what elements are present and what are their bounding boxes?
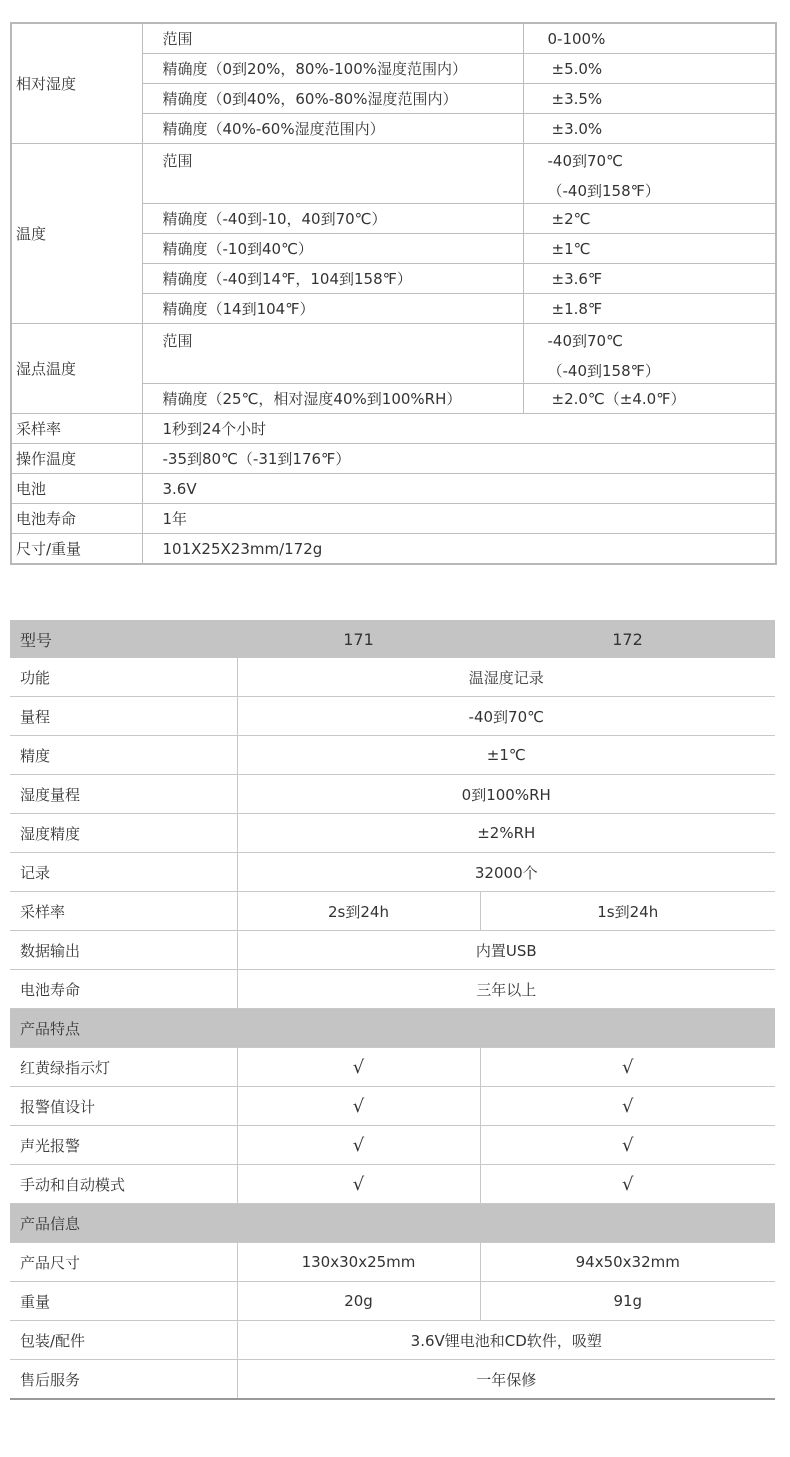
row-label: 电池	[11, 474, 142, 504]
spec-value: ±1℃	[523, 234, 776, 264]
check-icon: √	[237, 1165, 480, 1204]
group-label: 温度	[11, 144, 142, 324]
check-icon: √	[237, 1126, 480, 1165]
row-label: 报警值设计	[10, 1087, 237, 1126]
spec-table	[10, 22, 777, 565]
spec-item: 精确度（-10到40℃）	[142, 234, 523, 264]
spec-item: 范围	[142, 144, 523, 204]
table-row	[11, 504, 776, 534]
row-label: 数据输出	[10, 931, 237, 970]
row-label: 电池寿命	[10, 970, 237, 1009]
row-label: 红黄绿指示灯	[10, 1048, 237, 1087]
check-icon: √	[480, 1126, 775, 1165]
row-label: 包装/配件	[10, 1321, 237, 1360]
row-value: -35到80℃（-31到176℉）	[142, 444, 776, 474]
row-value: -40到70℃	[237, 697, 775, 736]
spec-value: ±2℃	[523, 204, 776, 234]
spec-value: ±2.0℃（±4.0℉）	[523, 384, 776, 414]
table-row	[11, 474, 776, 504]
row-value: ±2%RH	[237, 814, 775, 853]
row-value: 一年保修	[237, 1360, 775, 1400]
spec-item: 范围	[142, 23, 523, 54]
compare-table	[10, 620, 775, 1400]
table-row	[10, 1165, 775, 1204]
row-value-b: 94x50x32mm	[480, 1243, 775, 1282]
section-header-row	[10, 1204, 775, 1243]
table-row	[10, 1126, 775, 1165]
spec-item: 精确度（0到40%，60%-80%湿度范围内）	[142, 84, 523, 114]
row-value: 101X25X23mm/172g	[142, 534, 776, 565]
table-row	[10, 658, 775, 697]
table-row	[10, 814, 775, 853]
row-label: 重量	[10, 1282, 237, 1321]
table-row	[11, 414, 776, 444]
row-value: 温湿度记录	[237, 658, 775, 697]
spec-value-line1: -40到70℃	[547, 152, 623, 170]
table-row	[10, 970, 775, 1009]
table-row	[10, 1360, 775, 1400]
spec-item: 精确度（25℃，相对湿度40%到100%RH）	[142, 384, 523, 414]
table-row	[10, 931, 775, 970]
spec-value-line1: -40到70℃	[547, 332, 623, 350]
group-label: 湿点温度	[11, 324, 142, 414]
row-value-a: 130x30x25mm	[237, 1243, 480, 1282]
table-row	[10, 1282, 775, 1321]
row-value: 内置USB	[237, 931, 775, 970]
spec-value-line2: （-40到158℉）	[547, 182, 660, 200]
table-row	[10, 1243, 775, 1282]
row-value-b: 91g	[480, 1282, 775, 1321]
row-label: 量程	[10, 697, 237, 736]
row-label: 采样率	[10, 892, 237, 931]
spec-item: 精确度（0到20%，80%-100%湿度范围内）	[142, 54, 523, 84]
row-value: 0到100%RH	[237, 775, 775, 814]
table-header-row	[10, 620, 775, 658]
row-value: 1年	[142, 504, 776, 534]
spec-item: 精确度（-40到14℉，104到158℉）	[142, 264, 523, 294]
check-icon: √	[237, 1087, 480, 1126]
section-header-row	[10, 1009, 775, 1048]
row-label: 声光报警	[10, 1126, 237, 1165]
table-row	[10, 1321, 775, 1360]
row-label: 售后服务	[10, 1360, 237, 1400]
spec-value	[523, 144, 776, 204]
table-row	[11, 144, 776, 204]
row-value-b: 1s到24h	[480, 892, 775, 931]
row-value: 1秒到24个小时	[142, 414, 776, 444]
row-label: 操作温度	[11, 444, 142, 474]
row-value: 3.6V锂电池和CD软件，吸塑	[237, 1321, 775, 1360]
row-label: 湿度量程	[10, 775, 237, 814]
spec-value: ±1.8℉	[523, 294, 776, 324]
table-row	[11, 534, 776, 565]
row-value: 32000个	[237, 853, 775, 892]
spec-item: 精确度（40%-60%湿度范围内）	[142, 114, 523, 144]
group-label: 相对湿度	[11, 23, 142, 144]
spec-value: ±3.6℉	[523, 264, 776, 294]
table-row	[10, 853, 775, 892]
check-icon: √	[237, 1048, 480, 1087]
row-value-a: 2s到24h	[237, 892, 480, 931]
spec-item: 精确度（-40到-10，40到70℃）	[142, 204, 523, 234]
table-row	[10, 775, 775, 814]
spec-value: ±5.0%	[523, 54, 776, 84]
section-title-info: 产品信息	[10, 1204, 775, 1243]
row-label: 尺寸/重量	[11, 534, 142, 565]
row-label: 产品尺寸	[10, 1243, 237, 1282]
table-row	[11, 23, 776, 54]
row-label: 电池寿命	[11, 504, 142, 534]
table-row	[10, 736, 775, 775]
header-model-a: 171	[237, 620, 480, 658]
spec-value: ±3.0%	[523, 114, 776, 144]
header-label: 型号	[10, 620, 237, 658]
table-row	[11, 324, 776, 384]
row-label: 手动和自动模式	[10, 1165, 237, 1204]
row-label: 采样率	[11, 414, 142, 444]
spec-value: ±3.5%	[523, 84, 776, 114]
row-value: 3.6V	[142, 474, 776, 504]
spec-value: 0-100%	[523, 23, 776, 54]
check-icon: √	[480, 1087, 775, 1126]
row-label: 精度	[10, 736, 237, 775]
row-value: ±1℃	[237, 736, 775, 775]
spec-item: 精确度（14到104℉）	[142, 294, 523, 324]
row-value-a: 20g	[237, 1282, 480, 1321]
spec-item: 范围	[142, 324, 523, 384]
row-label: 功能	[10, 658, 237, 697]
check-icon: √	[480, 1048, 775, 1087]
row-label: 湿度精度	[10, 814, 237, 853]
table-row	[10, 1048, 775, 1087]
section-title-features: 产品特点	[10, 1009, 775, 1048]
spec-value	[523, 324, 776, 384]
table-row	[10, 892, 775, 931]
row-label: 记录	[10, 853, 237, 892]
table-row	[10, 1087, 775, 1126]
check-icon: √	[480, 1165, 775, 1204]
header-model-b: 172	[480, 620, 775, 658]
spec-value-line2: （-40到158℉）	[547, 362, 660, 380]
row-value: 三年以上	[237, 970, 775, 1009]
table-row	[11, 444, 776, 474]
table-row	[10, 697, 775, 736]
